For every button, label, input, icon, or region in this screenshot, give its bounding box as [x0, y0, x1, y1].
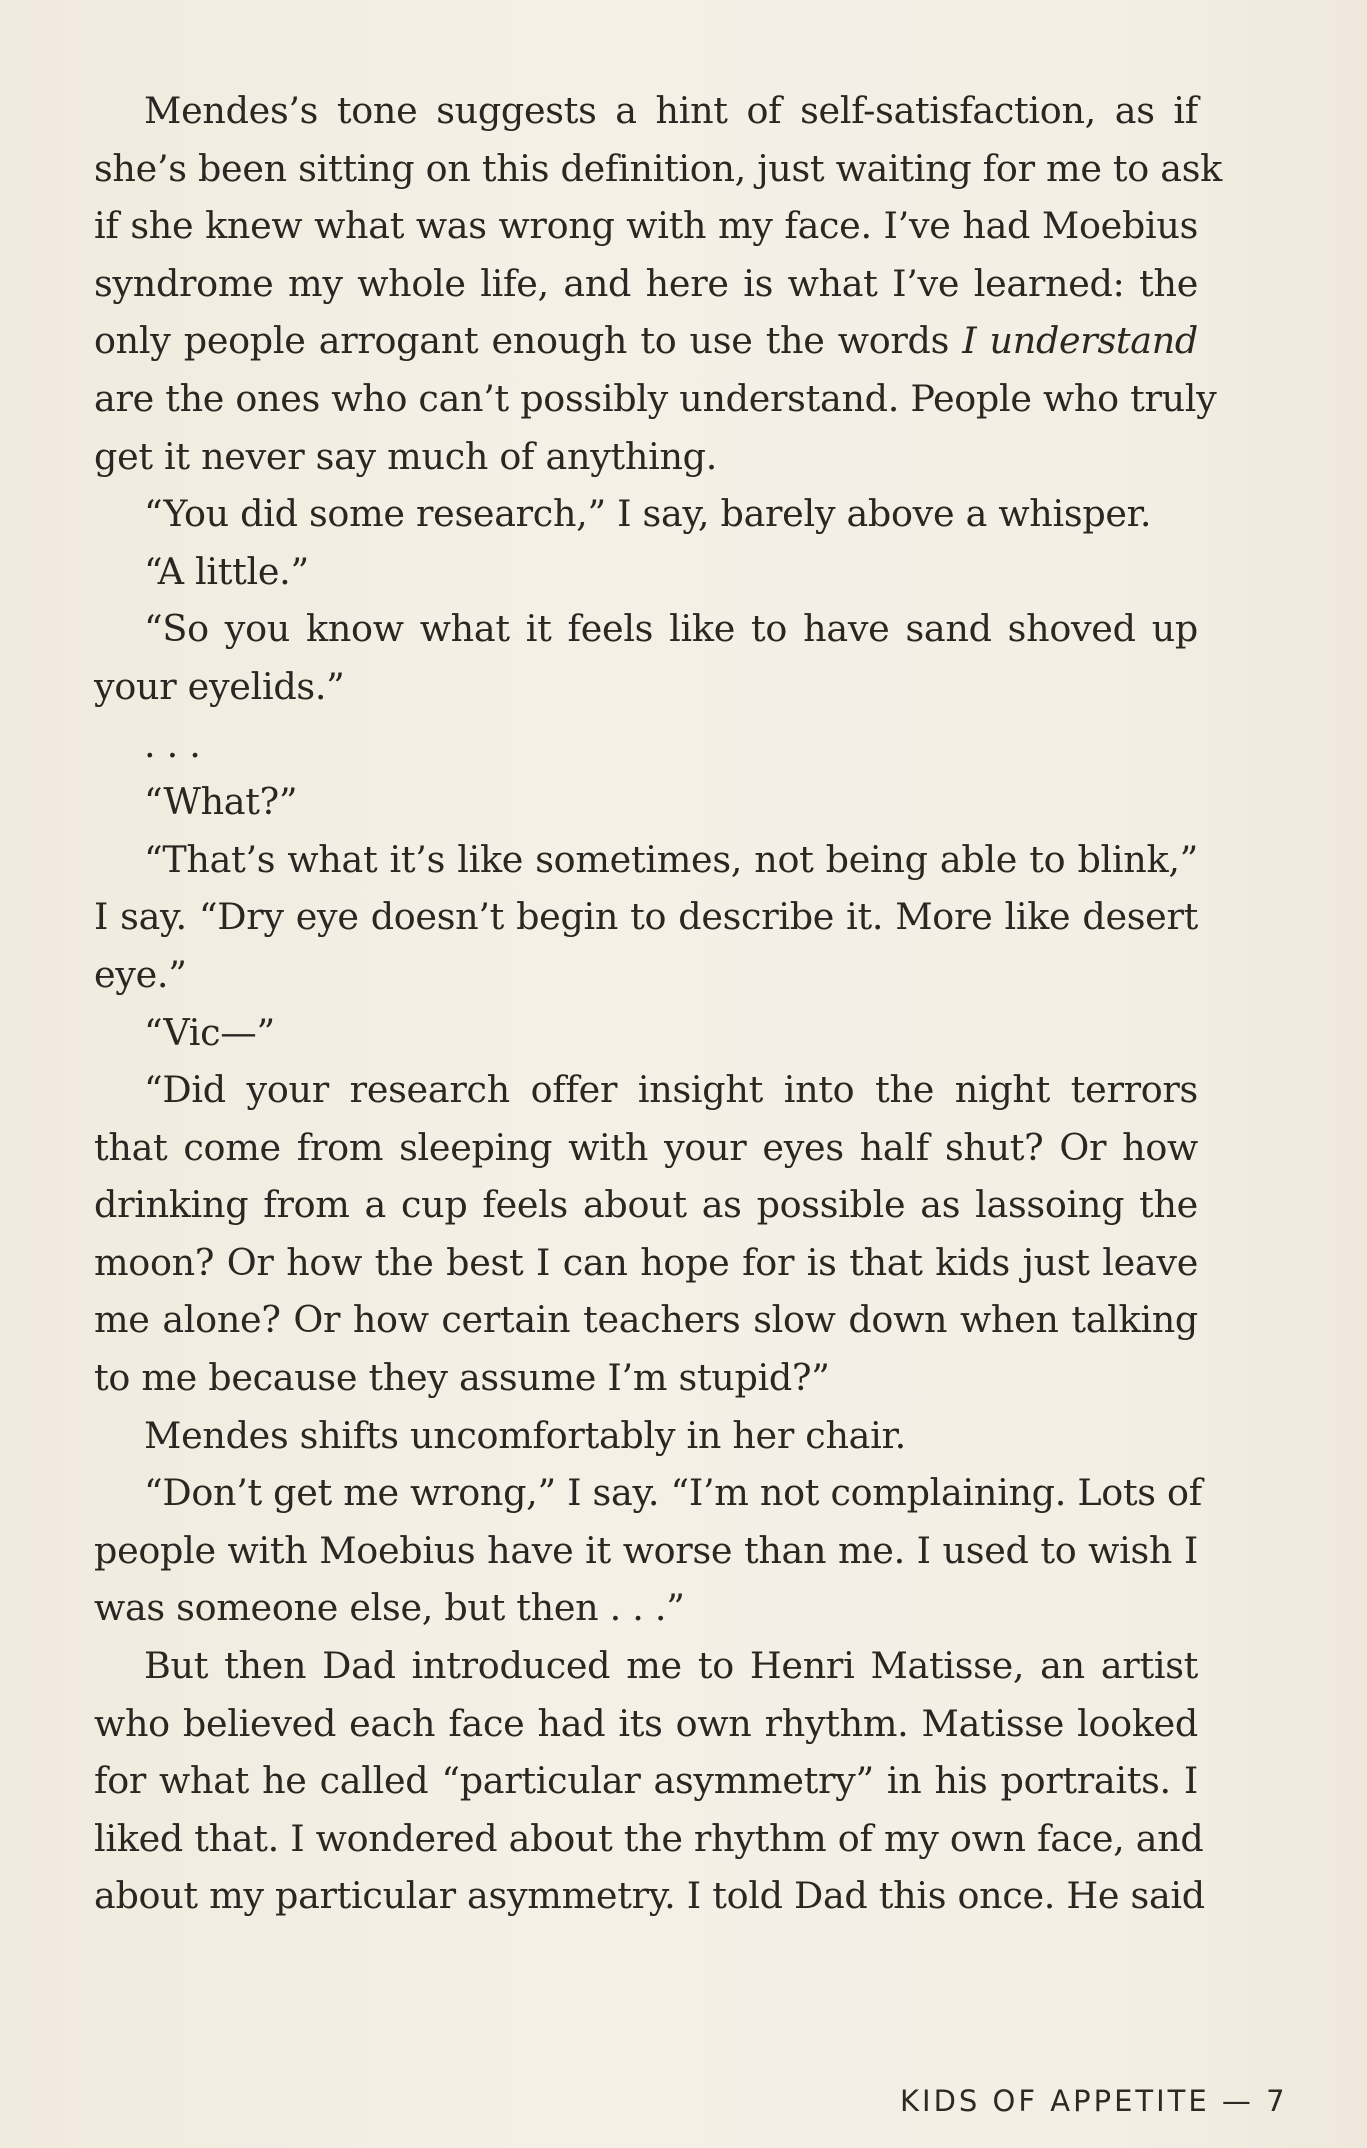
text-line: “So you know what it feels like to have sand shoved up	[144, 607, 1198, 651]
body-text	[94, 82, 1222, 1925]
text-line: Mendes shifts uncomfortably in her chair.	[144, 1413, 906, 1457]
text-line: your eyelids.”	[94, 664, 345, 708]
running-footer: KIDS OF APPETITE — 7	[900, 2084, 1288, 2118]
text-line: liked that. I wondered about the rhythm of my own face, and	[94, 1816, 1204, 1860]
paragraph	[94, 82, 1222, 485]
text-line: But then Dad introduced me to Henri Matisse, an artist	[144, 1644, 1198, 1688]
italic-phrase: I understand	[962, 319, 1198, 363]
text-line: me alone? Or how certain teachers slow down when talking	[94, 1298, 1198, 1342]
paragraph	[94, 1061, 1198, 1407]
text-line: “Did your research offer insight into the night terrors	[144, 1068, 1198, 1112]
text-line: are the ones who can’t possibly understand. People who truly	[94, 376, 1217, 420]
paragraph	[94, 831, 1198, 1004]
paragraph	[94, 543, 1198, 601]
text-line: for what he called “particular asymmetry” in his portraits. I	[94, 1759, 1198, 1803]
text-line: who believed each face had its own rhythm. Matisse looked	[94, 1701, 1198, 1745]
text-line: “That’s what it’s like sometimes, not being able to blink,”	[144, 837, 1198, 881]
text-line: “Vic—”	[144, 1010, 275, 1054]
text-line: I say. “Dry eye doesn’t begin to describe it. More like desert	[94, 895, 1198, 939]
text-line: “A little.”	[144, 549, 309, 593]
text-line: syndrome my whole life, and here is what I’ve learned: the	[94, 261, 1198, 305]
paragraph	[94, 1637, 1205, 1925]
text-line-segment: only people arrogant enough to use the words	[94, 319, 963, 363]
text-line: people with Moebius have it worse than me. I used to wish I	[94, 1528, 1198, 1572]
paragraph	[94, 716, 1198, 774]
paragraph	[94, 600, 1198, 715]
paragraph	[94, 1407, 1198, 1465]
paragraph	[94, 1004, 1198, 1062]
text-line: “Don’t get me wrong,” I say. “I’m not complaining. Lots of	[144, 1471, 1202, 1515]
text-line: was someone else, but then . . .”	[94, 1586, 685, 1630]
text-line: if she knew what was wrong with my face. I’ve had Moebius	[94, 204, 1198, 248]
paragraph	[94, 485, 1198, 543]
paragraph	[94, 773, 1198, 831]
text-line: about my particular asymmetry. I told Dad this once. He said	[94, 1874, 1205, 1918]
text-line: that come from sleeping with your eyes half shut? Or how	[94, 1125, 1198, 1169]
text-line: get it never say much of anything.	[94, 434, 718, 478]
text-line: she’s been sitting on this definition, just waiting for me to ask	[94, 146, 1222, 190]
text-line	[94, 312, 1198, 370]
text-line: drinking from a cup feels about as possible as lassoing the	[94, 1183, 1198, 1227]
text-line: “What?”	[144, 780, 298, 824]
text-line: Mendes’s tone suggests a hint of self-satisfaction, as if	[144, 89, 1198, 132]
text-line: “You did some research,” I say, barely above a whisper.	[144, 492, 1152, 536]
text-line: eye.”	[94, 952, 187, 996]
text-line: . . .	[144, 722, 201, 766]
text-line: moon? Or how the best I can hope for is that kids just leave	[94, 1240, 1198, 1284]
text-line: to me because they assume I’m stupid?”	[94, 1356, 830, 1400]
paragraph	[94, 1464, 1202, 1637]
